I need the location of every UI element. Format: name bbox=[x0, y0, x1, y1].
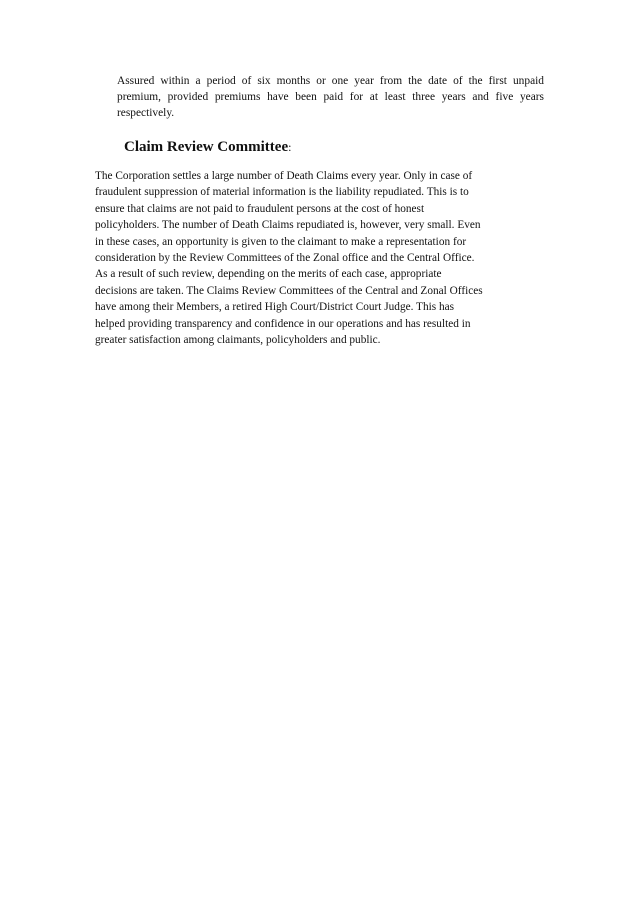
intro-paragraph: Assured within a period of six months or one year from the date of the first unpaid premium, provided premiums have been paid for at least three years and five years respectively. bbox=[117, 75, 544, 119]
body-line: ensure that claims are not paid to fraudulent persons at the cost of honest bbox=[95, 202, 425, 215]
body-line: have among their Members, a retired High Court/District Court Judge. This has bbox=[95, 301, 455, 314]
section-heading bbox=[124, 137, 291, 157]
body-line: in these cases, an opportunity is given to the claimant to make a representation for bbox=[95, 235, 467, 248]
body-line: helped providing transparency and confidence in our operations and has resulted in bbox=[95, 317, 471, 330]
body-line: decisions are taken. The Claims Review Committees of the Central and Zonal Offices bbox=[95, 284, 483, 297]
body-line: greater satisfaction among claimants, policyholders and public. bbox=[95, 334, 381, 347]
section-heading-colon: : bbox=[288, 140, 292, 154]
body-line: fraudulent suppression of material information is the liability repudiated. This is to bbox=[95, 186, 469, 199]
body-line: consideration by the Review Committees of the Zonal office and the Central Office. bbox=[95, 252, 475, 265]
body-line: As a result of such review, depending on the merits of each case, appropriate bbox=[95, 268, 442, 281]
body-line: The Corporation settles a large number of Death Claims every year. Only in case of bbox=[95, 170, 473, 182]
body-paragraph bbox=[95, 168, 555, 348]
section-heading-text: Claim Review Committee bbox=[124, 139, 289, 155]
body-line: policyholders. The number of Death Claims repudiated is, however, very small. Even bbox=[95, 219, 481, 232]
